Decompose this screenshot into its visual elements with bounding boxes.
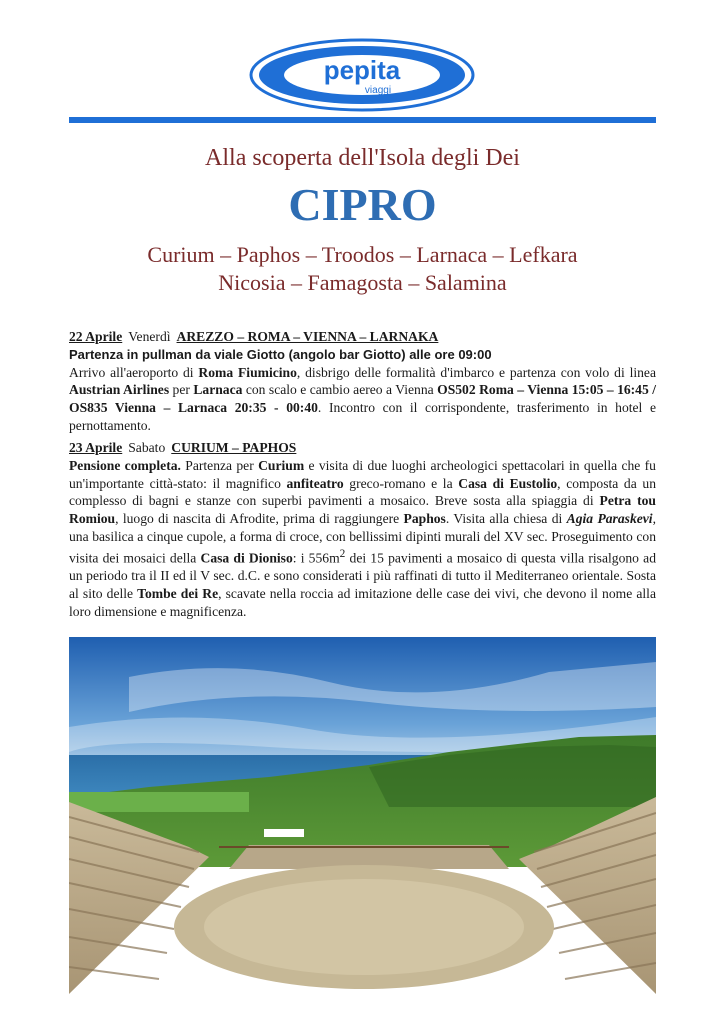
route-line-1: Curium – Paphos – Troodos – Larnaca – Lefkara (147, 242, 578, 267)
day-route: AREZZO – ROMA – VIENNA – LARNAKA (176, 329, 439, 344)
day-heading (69, 439, 656, 457)
day-section-22-aprile (69, 328, 656, 435)
day-heading (69, 328, 656, 346)
day-date: 23 Aprile (69, 440, 123, 455)
day-weekday: Venerdì (128, 329, 171, 344)
curium-amphitheatre-photo (69, 637, 656, 994)
day-date: 22 Aprile (69, 329, 123, 344)
page-subtitle: Alla scoperta dell'Isola degli Dei (205, 145, 520, 171)
route-line-2: Nicosia – Famagosta – Salamina (218, 270, 507, 295)
day-description: Pensione completa. Partenza per Curium e visita di due luoghi archeologici spettacolari in quella che fu un'importante città-stato: il magnifico anfiteatro greco-romano e la Casa di Eustolio, composta da un complesso di bagni e stanze con superbi pavimenti a mosaico. Breve sosta alla spiaggia di Petra tou Romiou, luogo di nascita di Afrodite, prima di raggiungere Paphos. Visita alla chiesa di Agia Paraskevi, una basilica a cinque cupole, a forma di croce, con bellissimi dipinti murali del XV sec. Proseguimento con visita dei mosaici della Casa di Dioniso: i $556m^2$ dei 15 pavimenti a mosaico di questa villa risalgono ad un periodo tra il II ed il V sec. d.C. e sono considerati i più raffinati di tutto il Mediterraneo orientale. Sosta al sito delle Tombe dei Re, scavate nella roccia ad imitazione delle case dei vivi, che devono il nome alla loro dimensione e magnificenza. (69, 457, 656, 619)
header-divider (69, 117, 656, 123)
pepita-viaggi-logo (248, 37, 476, 113)
day-section-23-aprile (69, 439, 656, 621)
day-description: Arrivo all'aeroporto di Roma Fiumicino, disbrigo delle formalità d'imbarco e partenza con volo di linea Austrian Airlines per Larnaca con scalo e cambio aereo a Vienna OS502 Roma – Vienna 15:05 – 16:45 / OS835 Vienna – Larnaca 20:35 - 00:40. Incontro con il corrispondente, trasferimento in hotel e pernottamento. (69, 364, 656, 433)
departure-note: Partenza in pullman da viale Giotto (angolo bar Giotto) alle ore 09:00 (69, 346, 492, 362)
page-title: CIPRO (288, 179, 437, 230)
day-weekday: Sabato (128, 440, 166, 455)
logo-sub-text: viaggi (364, 85, 392, 96)
logo-brand-text: pepita (323, 55, 401, 85)
day-route: CURIUM – PAPHOS (171, 440, 297, 455)
